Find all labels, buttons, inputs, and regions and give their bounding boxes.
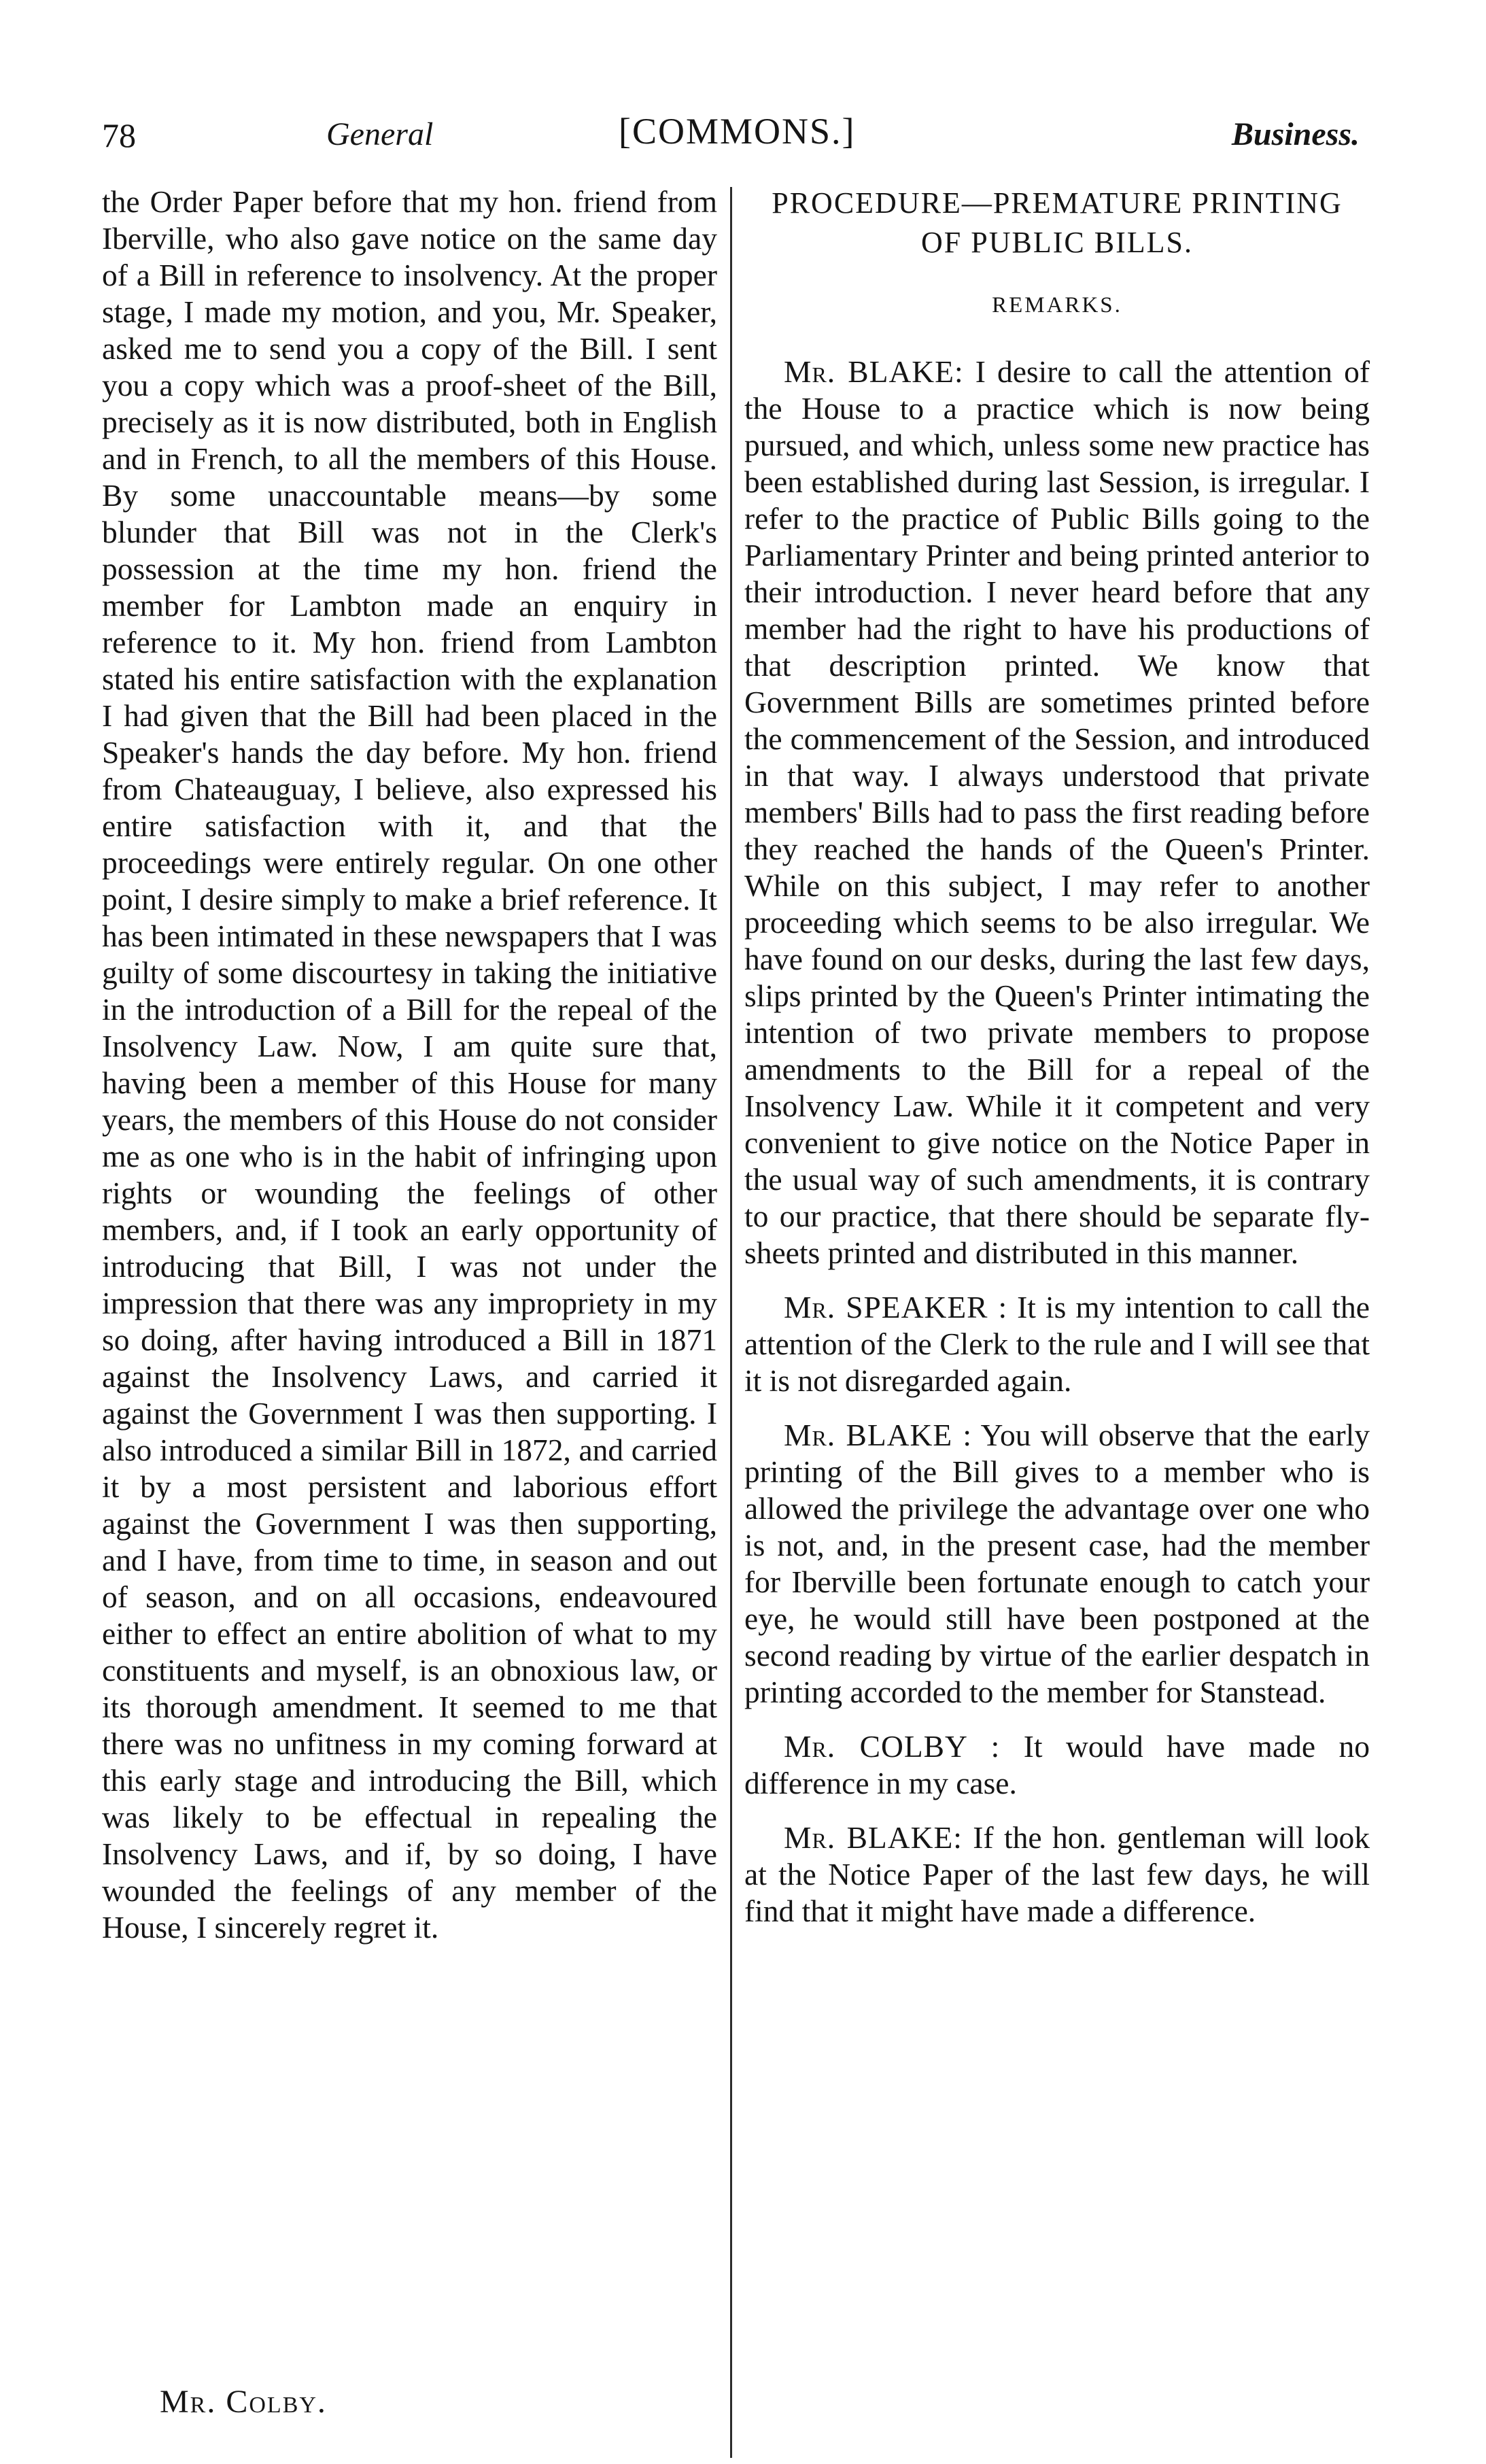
section-subtitle: REMARKS. — [992, 293, 1122, 318]
speech-paragraph — [744, 1417, 1370, 1711]
speech-text: I desire to call the attention of the House to a practice which is now being pursued, and which, unless some new practice has been established during last Session, is irregular. I refer to the practice of Public Bills going to the Parliamentary Printer and being printed anterior to their introduction. I never heard before that any member had the right to have his productions of that description printed. We know that Government Bills are sometimes printed before the commencement of the Session, and introduced in that way. I always understood that private members' Bills had to pass the first reading before they reached the hands of the Queen's Printer. While on this subject, I may refer to another proceeding which seems to be also irregular. We have found on our desks, during the last few days, slips printed by the Queen's Printer intimating the intention of two private members to propose amendments to the Bill for a repeal of the Insolvency Law. While it it competent and very convenient to give notice on the Notice Paper in the usual way of such amendments, it is contrary to our practice, that there should be separate fly-sheets printed and distributed in this manner. — [744, 354, 1370, 1270]
left-column — [102, 184, 717, 1946]
left-column-text: the Order Paper before that my hon. friend from Iberville, who also gave notice on the same day of a Bill in reference to insolvency. At the proper stage, I made my motion, and you, Mr. Speaker, asked me to send you a copy of the Bill. I sent you a copy which was a proof-sheet of the Bill, precisely as it is now distributed, both in English and in French, to all the members of this House. By some unaccountable means—by some blunder that Bill was not in the Clerk's possession at the time my hon. friend the member for Lambton made an enquiry in reference to it. My hon. friend from Lambton stated his entire satisfaction with the explanation I had given that the Bill had been placed in the Speaker's hands the day before. My hon. friend from Chateauguay, I believe, also expressed his entire satisfaction with it, and that the proceedings were entirely regular. On one other point, I desire simply to make a brief reference. It has been intimated in these newspapers that I was guilty of some discourtesy in taking the initiative in the introduction of a Bill for the repeal of the Insolvency Law. Now, I am quite sure that, having been a member of this House for many years, the members of this House do not consider me as one who is in the habit of infringing upon rights or wounding the feelings of other members, and, if I took an early opportunity of introducing that Bill, I was not under the impression that there was any impropriety in my so doing, after having introduced a Bill in 1871 against the Insolvency Laws, and carried it against the Government I was then supporting. I also introduced a similar Bill in 1872, and carried it by a most persistent and laborious effort against the Government I was then supporting, and I have, from time to time, in season and out of season, and on all occasions, endeavoured either to effect an entire abolition of what to my constituents and myself, is an obnoxious law, or its thorough amendment. It seemed to me that there was no unfitness in my coming forward at this early stage and introducing the Bill, which was likely to be effectual in repealing the Insolvency Laws, and if, by so doing, I have wounded the feelings of any member of the House, I sincerely regret it. — [102, 184, 717, 1945]
section-title-line-2: OF PUBLIC BILLS. — [921, 226, 1193, 259]
speech-paragraph — [744, 1728, 1370, 1802]
speech-text: You will observe that the early printing of the Bill gives to a member who is allowed the privilege the advantage over one who is not, and, in the present case, had the member for Iberville been fortunate enough to catch your eye, he would still have been postponed at the second reading by virtue of the earlier despatch in printing accorded to the member for Stanstead. — [744, 1418, 1370, 1709]
speech-paragraph — [744, 1819, 1370, 1930]
speaker-name: Mr. BLAKE: — [784, 1820, 963, 1855]
page-number: 78 — [102, 116, 136, 154]
page-header — [102, 102, 1360, 163]
running-head-right: Business. — [1231, 116, 1360, 152]
speaker-name: Mr. BLAKE: — [784, 354, 964, 389]
page-footer-catchword: Mr. Colby. — [160, 2384, 327, 2420]
speech-paragraph — [744, 1289, 1370, 1399]
running-head-left: General — [326, 116, 434, 152]
speech-paragraph — [744, 354, 1370, 1271]
speaker-name: Mr. BLAKE : — [784, 1418, 973, 1452]
running-head-center: [COMMONS.] — [619, 111, 856, 152]
speech-text: If the hon. gentleman will look at the Notice Paper of the last few days, he will find that it might have made a difference. — [744, 1820, 1370, 1928]
speech-text: It is my intention to call the attention of the Clerk to the rule and I will see that it is not disregarded again. — [744, 1290, 1370, 1398]
column-divider — [730, 187, 732, 2458]
section-title-line-1: PROCEDURE—PREMATURE PRINTING — [772, 186, 1343, 220]
right-column — [744, 184, 1370, 1930]
speaker-name: Mr. SPEAKER : — [784, 1290, 1008, 1324]
speech-text: It would have made no difference in my case. — [744, 1729, 1370, 1800]
section-title — [744, 184, 1370, 262]
speaker-name: Mr. COLBY : — [784, 1729, 1001, 1764]
